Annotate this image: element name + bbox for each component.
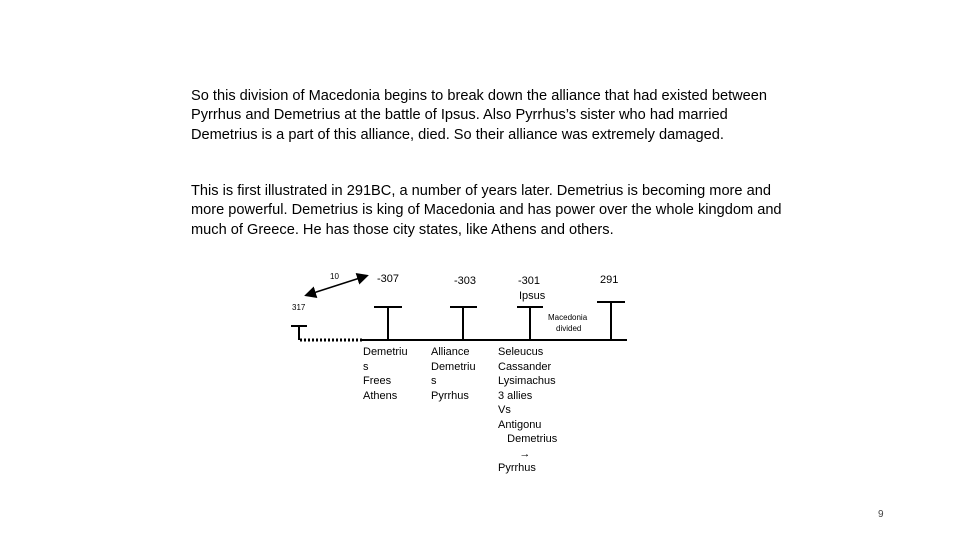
- arrow-label: 10: [330, 272, 339, 281]
- start-date-label: 317: [292, 303, 306, 312]
- event-alliance: Alliance Demetriu s Pyrrhus: [431, 346, 476, 402]
- paragraph-alliance-breakdown: So this division of Macedonia begins to break down the alliance that had existed between Pyrrhus and Demetrius at the battle of Ipsus. Also Pyrrhus’s sister who had married Demetrius is a part of this alliance, died. So their alliance was extremely damaged.: [191, 88, 768, 143]
- date-label-301: -301: [518, 275, 541, 287]
- macedonia-note-line1: Macedonia: [548, 313, 588, 322]
- event-demetrius-frees-athens: Demetriu s Frees Athens: [363, 346, 408, 402]
- date-label-303: -303: [454, 275, 477, 287]
- page-number: 9: [878, 509, 884, 520]
- macedonia-note-line2: divided: [556, 324, 582, 333]
- event-ipsus-sides: Seleucus Cassander Lysimachus 3 allies Vs Antigonu Demetrius → Pyrrhus: [498, 346, 558, 474]
- ipsus-label: Ipsus: [519, 290, 546, 302]
- date-label-307: -307: [377, 273, 400, 285]
- paragraph-291bc: This is first illustrated in 291BC, a number of years later. Demetrius is becoming more and more powerful. Demetrius is king of Macedonia and has power over the whole kingdom and much of Greece. He has those city states, like Athens and others.: [191, 183, 782, 238]
- date-label-291: 291: [600, 274, 619, 286]
